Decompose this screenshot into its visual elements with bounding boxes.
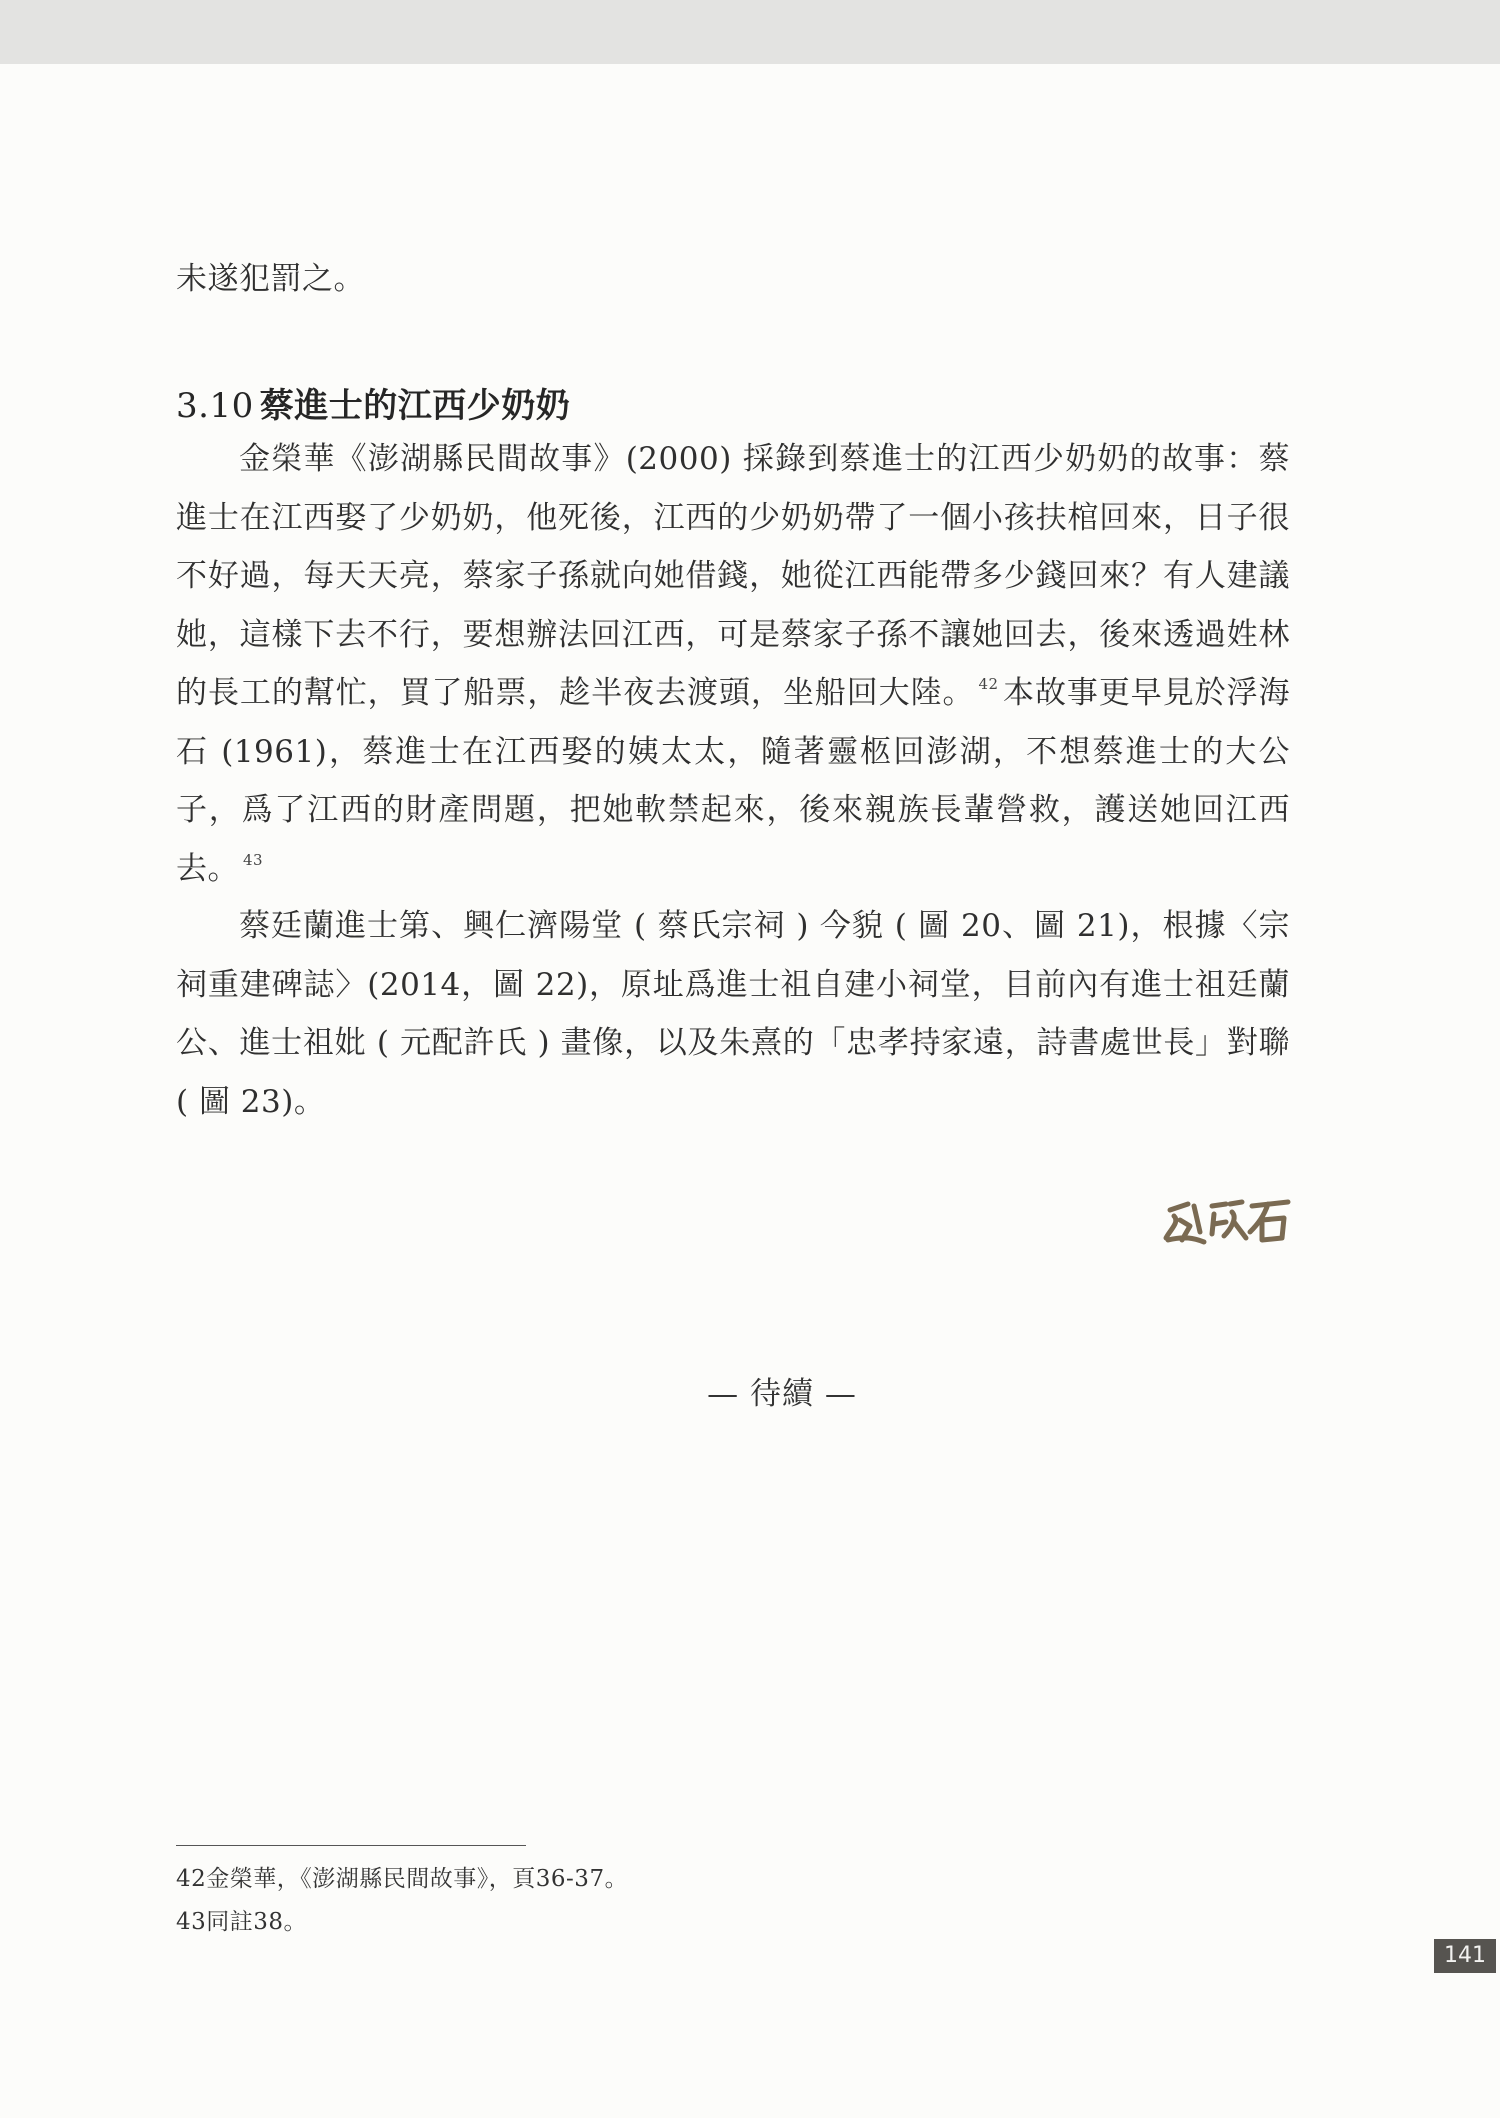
footnote-43: 43同註38。 (176, 1909, 308, 1935)
footnote-42: 42金榮華，《澎湖縣民間故事》，頁36-37。 (176, 1866, 629, 1892)
paragraph-1-text-b: 本故事更早見於浮海石 (1961)，蔡進士在江西娶的姨太太，隨著靈柩回澎湖，不想蔡進士的大公子，爲了江西的財產問題，把她軟禁起來，後來親族長輩營救，護送她回江西去。 (176, 675, 1291, 887)
footnote-divider (176, 1845, 526, 1846)
continuation-line: 未遂犯罰之。 (176, 261, 365, 297)
section-number: 3.10 (176, 386, 254, 426)
paragraph-1-text-a: 金榮華《澎湖縣民間故事》(2000) 採錄到蔡進士的江西少奶奶的故事：蔡進士在江西娶了少奶奶，他死後，江西的少奶奶帶了一個小孩扶棺回來，日子很不好過，每天天亮，蔡家子孫就向她借錢，她從江西能帶多少錢回來？有人建議她，這樣下去不行，要想辦法回江西，可是蔡家子孫不讓她回去，後來透過姓林的長工的幫忙，買了船票，趁半夜去渡頭，坐船回大陸。 (176, 441, 1290, 711)
signature-image (1160, 1196, 1295, 1246)
page-number: 141 (1434, 1939, 1496, 1973)
body-paragraph-2: 蔡廷蘭進士第、興仁濟陽堂 ( 蔡氏宗祠 ) 今貌 ( 圖 20、圖 21)，根據〈宗祠重建碑誌〉(2014，圖 22)，原址爲進士祖自建小祠堂，目前內有進士祖廷蘭公、進士祖妣 ( 元配許氏 ) 畫像，以及朱熹的「忠孝持家遠，詩書處世長」對聯 ( 圖 23)。 (176, 908, 1290, 1120)
section-heading (176, 378, 570, 427)
scan-top-band (0, 0, 1500, 64)
section-title: 蔡進士的江西少奶奶 (259, 386, 571, 426)
body-paragraph-1 (176, 430, 1290, 898)
to-be-continued: — 待續 — (707, 1376, 857, 1412)
footnote-ref-43[interactable]: 43 (243, 850, 264, 869)
footnote-ref-42[interactable]: 42 (978, 675, 999, 693)
